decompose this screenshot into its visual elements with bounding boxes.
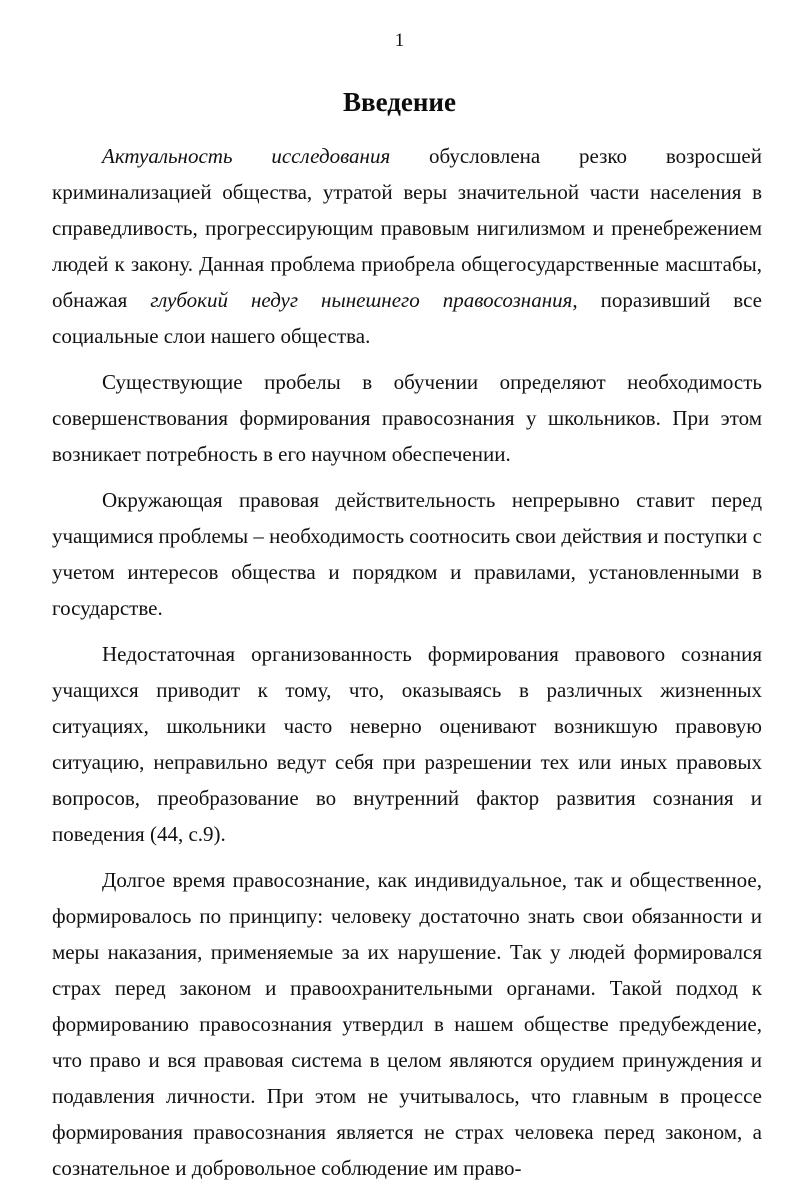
paragraph-legal-reality: Окружающая правовая действительность непрерывно ставит перед учащимися проблемы – необходимость соотносить свои действия и поступки с учетом интересов общества и порядком и правилами, установленными в государстве.	[52, 488, 762, 620]
relevance-lead-italic: Актуальность исследования	[102, 144, 391, 168]
paragraph-gaps: Существующие пробелы в обучении определяют необходимость совершенствования формирования правосознания у школьников. При этом возникает потребность в его научном обеспечении.	[52, 370, 762, 466]
paragraph-relevance	[52, 138, 762, 354]
paragraph-insufficient-organization: Недостаточная организованность формирования правового сознания учащихся приводит к тому, что, оказываясь в различных жизненных ситуациях, школьники часто неверно оценивают возникшую правовую ситуацию, неправильно ведут себя при разрешении тех или иных правовых вопросов, преобразование во внутренний фактор развития сознания и поведения (44, с.9).	[52, 642, 762, 846]
body-text	[52, 138, 762, 1196]
relevance-text: обусловлена резко возросшей криминализацией общества, утратой веры значительной части населения в справедливость, прогрессирующим правовым нигилизмом и пренебрежением людей к закону. Данная проблема приобрела общегосударственные масштабы, обнажая	[52, 144, 762, 312]
paragraph-legal-consciousness-history: Долгое время правосознание, как индивидуальное, так и общественное, формировалось по принципу: человеку достаточно знать свои обязанности и меры наказания, применяемые за их нарушение. Так у людей формировался страх перед законом и правоохранительными органами. Такой подход к формированию правосознания утвердил в нашем обществе предубеждение, что право и вся правовая система в целом являются орудием принуждения и подавления личности. При этом не учитывалось, что главным в процессе формирования правосознания является не страх человека перед законом, а сознательное и добровольное соблюдение им право-	[52, 868, 762, 1180]
page-number: 1	[394, 30, 405, 51]
relevance-text-end: , поразивший все социальные слои нашего общества.	[52, 288, 762, 348]
page-title: Введение	[343, 87, 456, 117]
relevance-mid-italic: глубокий недуг нынешнего правосознания	[150, 288, 573, 312]
